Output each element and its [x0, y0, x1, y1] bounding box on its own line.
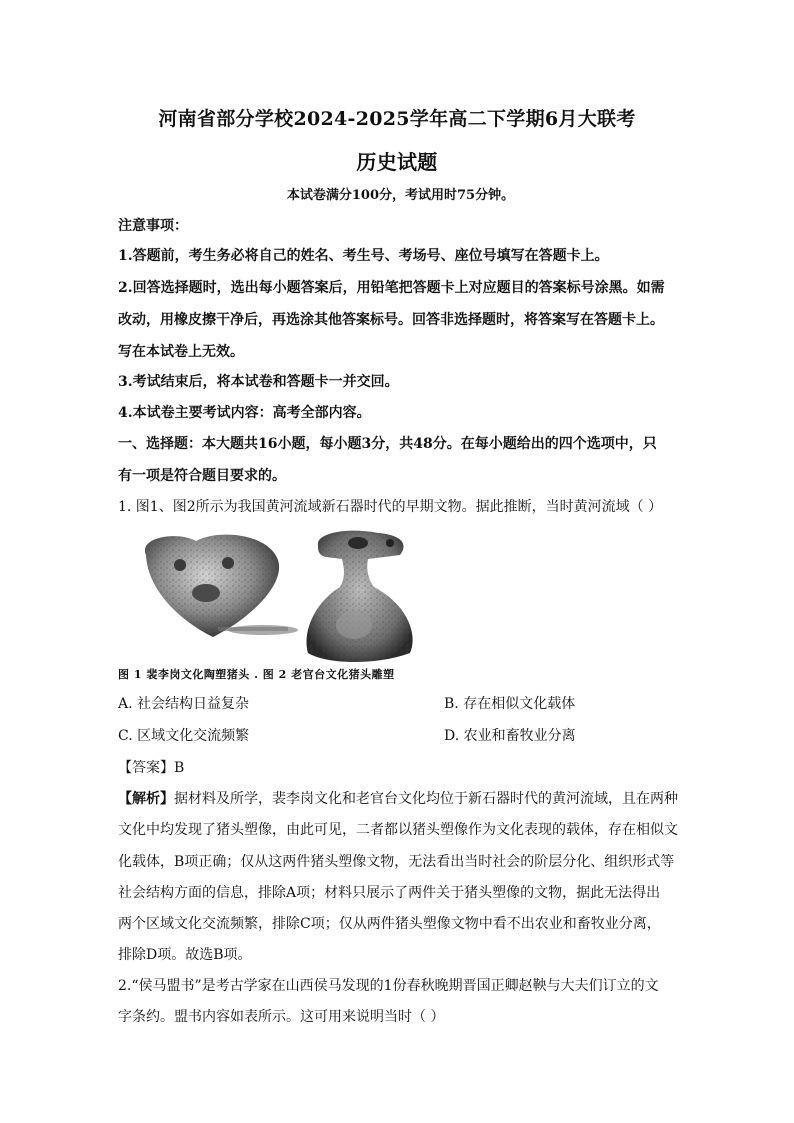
note-item-2-cont: 改动，用橡皮擦干净后，再选涂其他答案标号。回答非选择题时，将答案写在答题卡上。: [118, 312, 664, 328]
pig-head-sculpture-figure: [306, 531, 412, 662]
analysis-line: 文化中均发现了猪头塑像，由此可见，二者都以猪头塑像作为文化表现的载体，存在相似文: [118, 822, 678, 838]
analysis-line: 两个区域文化交流频繁，排除C项；仅从两件猪头塑像文物中看不出农业和畜牧业分离，: [118, 916, 661, 932]
figure-caption: 图 1 裴李岗文化陶塑猪头 . 图 2 老官台文化猪头雕塑: [118, 668, 395, 681]
section-heading-cont: 有一项是符合题目要求的。: [118, 468, 286, 484]
note-item-2: 2.回答选择题时，选出每小题答案后，用铅笔把答题卡上对应题目的答案标号涂黑。如需: [118, 280, 665, 296]
analysis-tag: 【解析】: [118, 791, 174, 807]
exam-info: 本试卷满分100分，考试用时75分钟。: [286, 188, 515, 203]
option-c: C. 区域文化交流频繁: [118, 728, 250, 744]
question-1-figures: [118, 525, 448, 685]
option-a: A. 社会结构日益复杂: [118, 696, 250, 712]
analysis-text: 据材料及所学，裴李岗文化和老官台文化均位于新石器时代的黄河流域，且在两种: [174, 791, 678, 807]
analysis-line: [118, 789, 683, 809]
note-item-4: 4.本试卷主要考试内容：高考全部内容。: [118, 405, 371, 421]
option-b: B. 存在相似文化载体: [444, 696, 576, 712]
analysis-line: 化载体，B项正确；仅从这两件猪头塑像文物，无法看出当时社会的阶层分化、组织形式等: [118, 854, 675, 870]
question-2-stem-cont: 字条约。盟书内容如表所示。这可用来说明当时（ ）: [118, 1009, 445, 1025]
pig-head-clay-figure: [145, 535, 298, 637]
analysis-line: 社会结构方面的信息，排除A项；材料只展示了两件关于猪头塑像的文物，据此无法得出: [118, 885, 661, 901]
note-item-3: 3.考试结束后，将本试卷和答题卡一并交回。: [118, 374, 399, 390]
note-item-1: 1.答题前，考生务必将自己的姓名、考生号、考场号、座位号填写在答题卡上。: [118, 248, 609, 264]
page-subtitle: 历史试题: [356, 150, 438, 174]
question-1-stem: 1. 图1、图2所示为我国黄河流域新石器时代的早期文物。据此推断，当时黄河流域（ ）: [118, 499, 663, 515]
option-d: D. 农业和畜牧业分离: [444, 728, 576, 744]
notes-heading: 注意事项：: [118, 218, 188, 234]
section-heading: 一、选择题：本大题共16小题，每小题3分，共48分。在每小题给出的四个选项中，只: [118, 436, 657, 452]
question-2-stem: 2.“侯马盟书”是考古学家在山西侯马发现的1份春秋晚期晋国正卿赵鞅与大夫们订立的文: [118, 978, 659, 994]
artifact-images: [118, 525, 448, 670]
analysis-line: 排除D项。故选B项。: [118, 947, 252, 963]
note-item-2-cont: 写在本试卷上无效。: [118, 344, 244, 360]
page-title: 河南省部分学校2024-2025学年高二下学期6月大联考: [158, 108, 636, 130]
answer: 【答案】B: [118, 760, 185, 776]
